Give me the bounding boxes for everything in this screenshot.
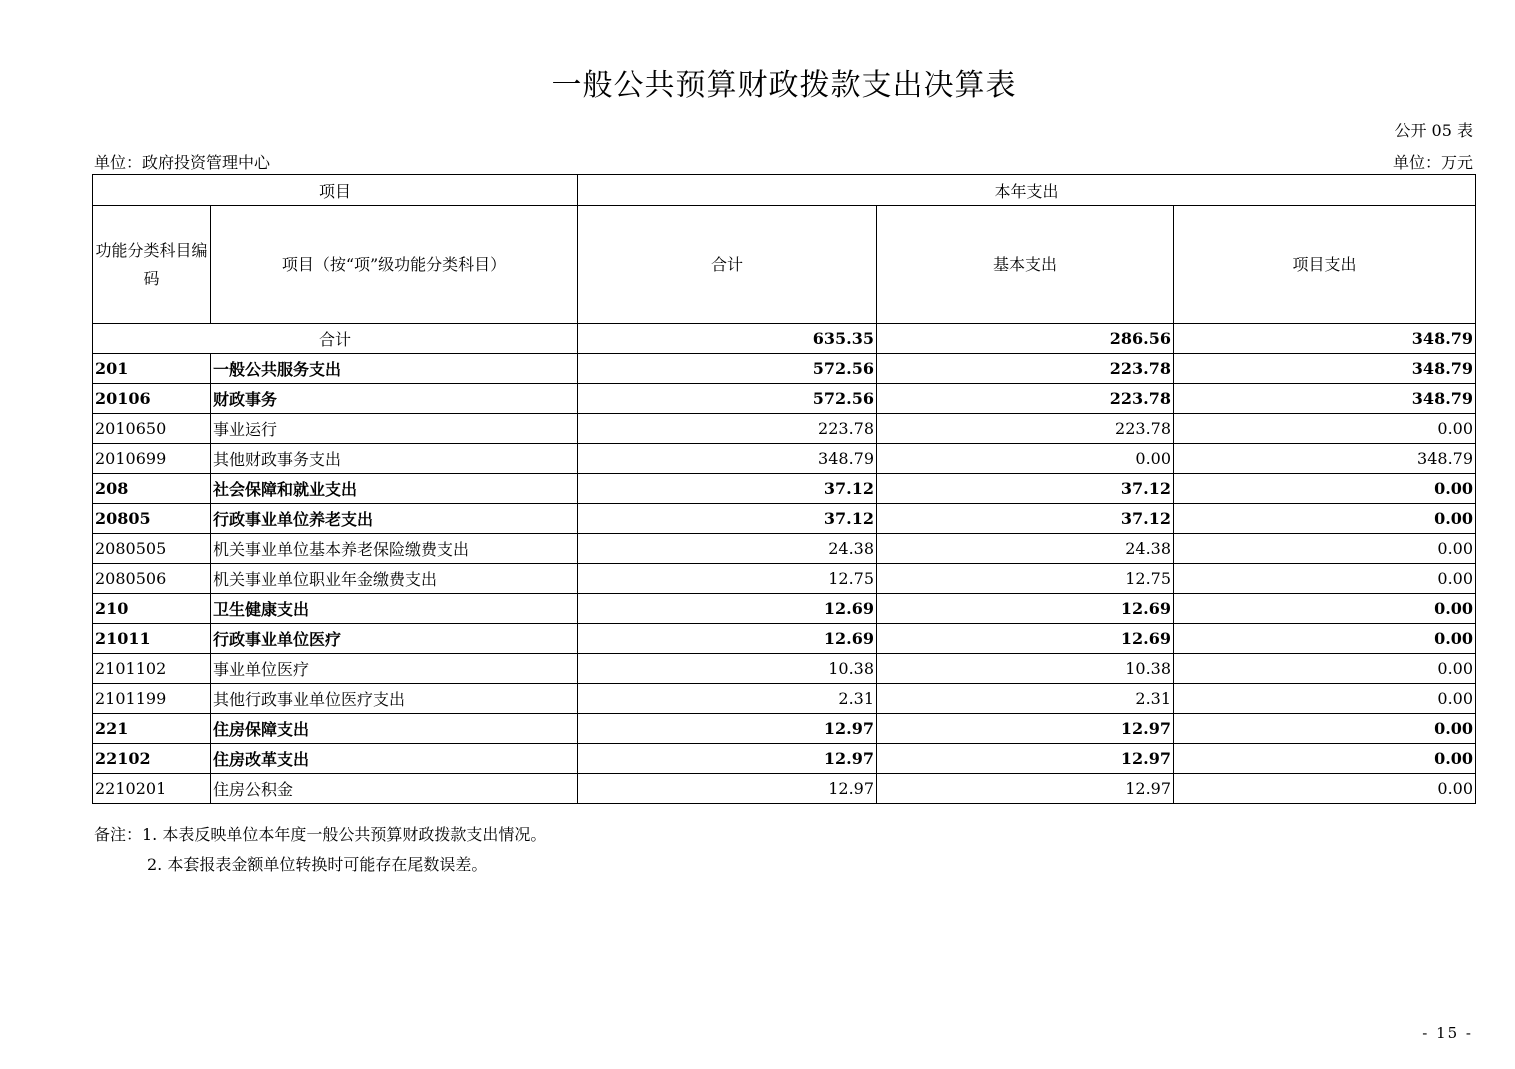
table-row — [93, 774, 1476, 804]
row-code: 201 — [93, 354, 211, 384]
row-name: 住房公积金 — [211, 774, 578, 804]
row-code: 20805 — [93, 504, 211, 534]
row-total: 348.79 — [578, 444, 877, 474]
row-basic: 0.00 — [877, 444, 1174, 474]
unit-currency: 单位：万元 — [1392, 153, 1473, 172]
row-basic: 223.78 — [877, 414, 1174, 444]
row-total: 12.97 — [578, 714, 877, 744]
page-title: 一般公共预算财政拨款支出决算表 — [551, 68, 1017, 103]
row-project: 0.00 — [1174, 534, 1476, 564]
row-total: 2.31 — [578, 684, 877, 714]
row-basic: 37.12 — [877, 474, 1174, 504]
row-code: 2080505 — [93, 534, 211, 564]
row-project: 0.00 — [1174, 594, 1476, 624]
row-code: 221 — [93, 714, 211, 744]
row-code: 2010650 — [93, 414, 211, 444]
row-code: 2010699 — [93, 444, 211, 474]
row-basic: 10.38 — [877, 654, 1174, 684]
row-name: 其他行政事业单位医疗支出 — [211, 684, 578, 714]
table-row — [93, 444, 1476, 474]
table-row — [93, 654, 1476, 684]
expenditure-table — [92, 174, 1476, 804]
form-number: 公开 05 表 — [1394, 121, 1473, 140]
row-project: 0.00 — [1174, 774, 1476, 804]
row-name: 财政事务 — [211, 384, 578, 414]
row-basic: 223.78 — [877, 354, 1174, 384]
row-name: 事业单位医疗 — [211, 654, 578, 684]
row-total: 12.69 — [578, 594, 877, 624]
row-project: 0.00 — [1174, 564, 1476, 594]
unit-organization: 单位：政府投资管理中心 — [94, 153, 271, 172]
row-total: 37.12 — [578, 504, 877, 534]
row-project: 0.00 — [1174, 504, 1476, 534]
row-project: 0.00 — [1174, 474, 1476, 504]
header-item: 项目（按“项”级功能分类科目） — [211, 206, 578, 324]
row-total: 223.78 — [578, 414, 877, 444]
row-name: 住房保障支出 — [211, 714, 578, 744]
row-total: 572.56 — [578, 384, 877, 414]
row-name: 社会保障和就业支出 — [211, 474, 578, 504]
row-total: 10.38 — [578, 654, 877, 684]
row-name: 卫生健康支出 — [211, 594, 578, 624]
table-row — [93, 744, 1476, 774]
table-row — [93, 504, 1476, 534]
header-project-expenditure: 项目支出 — [1174, 206, 1476, 324]
row-code: 2210201 — [93, 774, 211, 804]
page-number: - 15 - — [1422, 1024, 1473, 1042]
row-basic: 223.78 — [877, 384, 1174, 414]
header-basic: 基本支出 — [877, 206, 1174, 324]
notes — [94, 820, 546, 880]
row-name: 机关事业单位职业年金缴费支出 — [211, 564, 578, 594]
table-row — [93, 354, 1476, 384]
row-name: 行政事业单位医疗 — [211, 624, 578, 654]
row-project: 348.79 — [1174, 354, 1476, 384]
row-project: 0.00 — [1174, 654, 1476, 684]
row-name: 事业运行 — [211, 414, 578, 444]
row-code: 2101102 — [93, 654, 211, 684]
total-label: 合计 — [93, 324, 578, 354]
row-total: 24.38 — [578, 534, 877, 564]
row-code: 2080506 — [93, 564, 211, 594]
header-code: 功能分类科目编码 — [93, 206, 211, 324]
row-basic: 37.12 — [877, 504, 1174, 534]
table-row — [93, 624, 1476, 654]
row-total: 12.97 — [578, 774, 877, 804]
row-total: 12.75 — [578, 564, 877, 594]
row-total: 37.12 — [578, 474, 877, 504]
table-row — [93, 384, 1476, 414]
row-name: 住房改革支出 — [211, 744, 578, 774]
row-total: 12.69 — [578, 624, 877, 654]
row-code: 210 — [93, 594, 211, 624]
row-basic: 12.75 — [877, 564, 1174, 594]
row-project: 0.00 — [1174, 414, 1476, 444]
row-basic: 2.31 — [877, 684, 1174, 714]
row-basic: 12.97 — [877, 744, 1174, 774]
row-basic: 24.38 — [877, 534, 1174, 564]
table-row — [93, 474, 1476, 504]
table-row — [93, 414, 1476, 444]
row-code: 22102 — [93, 744, 211, 774]
row-name: 其他财政事务支出 — [211, 444, 578, 474]
row-name: 一般公共服务支出 — [211, 354, 578, 384]
row-basic: 12.69 — [877, 624, 1174, 654]
header-project: 项目 — [93, 175, 578, 206]
note-2: 2. 本套报表金额单位转换时可能存在尾数误差。 — [147, 855, 488, 874]
row-code: 208 — [93, 474, 211, 504]
row-code: 20106 — [93, 384, 211, 414]
total-project: 348.79 — [1174, 324, 1476, 354]
row-project: 0.00 — [1174, 684, 1476, 714]
row-name: 机关事业单位基本养老保险缴费支出 — [211, 534, 578, 564]
row-project: 348.79 — [1174, 444, 1476, 474]
row-code: 2101199 — [93, 684, 211, 714]
total-sum: 635.35 — [578, 324, 877, 354]
row-name: 行政事业单位养老支出 — [211, 504, 578, 534]
table-row — [93, 594, 1476, 624]
header-current-year: 本年支出 — [578, 175, 1476, 206]
row-code: 21011 — [93, 624, 211, 654]
header-total: 合计 — [578, 206, 877, 324]
row-project: 0.00 — [1174, 744, 1476, 774]
total-row — [93, 324, 1476, 354]
row-project: 348.79 — [1174, 384, 1476, 414]
total-basic: 286.56 — [877, 324, 1174, 354]
row-basic: 12.97 — [877, 714, 1174, 744]
row-total: 572.56 — [578, 354, 877, 384]
table-row — [93, 534, 1476, 564]
note-1: 备注：1. 本表反映单位本年度一般公共预算财政拨款支出情况。 — [94, 825, 547, 844]
row-total: 12.97 — [578, 744, 877, 774]
table-row — [93, 564, 1476, 594]
table-row — [93, 714, 1476, 744]
table-row — [93, 684, 1476, 714]
row-project: 0.00 — [1174, 714, 1476, 744]
row-basic: 12.69 — [877, 594, 1174, 624]
row-basic: 12.97 — [877, 774, 1174, 804]
row-project: 0.00 — [1174, 624, 1476, 654]
